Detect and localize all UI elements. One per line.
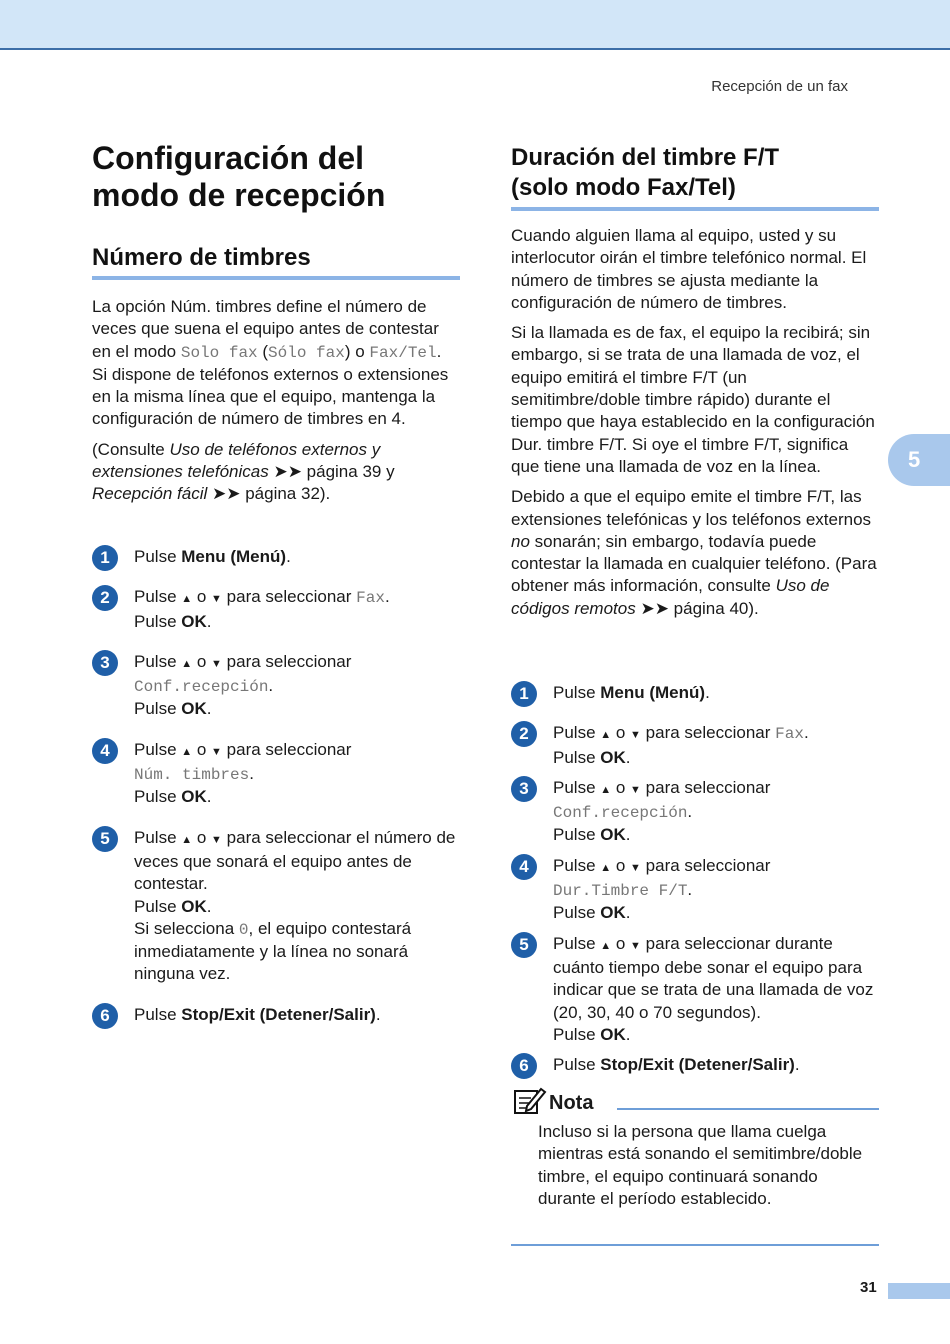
step-item: 1 Pulse Menu (Menú). xyxy=(511,682,879,704)
step-number-badge: 6 xyxy=(511,1053,537,1079)
lcd-text: Fax xyxy=(775,725,804,744)
lcd-text: Dur.Timbre F/T xyxy=(553,882,688,901)
step-number-badge: 1 xyxy=(92,545,118,571)
note-pencil-icon xyxy=(513,1086,547,1116)
step-number-badge: 5 xyxy=(511,932,537,958)
note-box xyxy=(511,1086,879,1246)
note-text: Incluso si la persona que llama cuelga mientras está sonando el semitimbre/doble timbre, el equipo continuará sonando durante el período establecido. xyxy=(538,1122,863,1208)
cross-reference: Recepción fácil xyxy=(92,484,208,504)
step-number-badge: 3 xyxy=(92,650,118,676)
arrow-up-icon: ▲ xyxy=(600,783,612,796)
page-number-bar xyxy=(888,1283,950,1299)
emphasis: no xyxy=(511,531,530,551)
lcd-text: Sólo fax xyxy=(268,343,345,362)
cross-reference: Uso de teléfonos externos y extensiones telefónicas xyxy=(92,439,381,482)
lcd-text: 0 xyxy=(238,920,249,939)
subsection-title-ring-number: Número de timbres xyxy=(92,244,460,280)
subsection-title-line2: (solo modo Fax/Tel) xyxy=(511,174,736,201)
section-title xyxy=(92,140,385,214)
arrow-down-icon: ▼ xyxy=(630,783,641,796)
step-number-badge: 4 xyxy=(92,738,118,764)
cross-reference: Uso de códigos remotos xyxy=(511,576,830,618)
right-intro xyxy=(511,225,879,628)
running-header: Recepción de un fax xyxy=(711,78,848,95)
subsection-title-ft-ring xyxy=(511,143,879,211)
arrow-down-icon: ▼ xyxy=(211,593,222,606)
step-item: 3 Pulse ▲ o ▼ para seleccionar Conf.recepción. Pulse OK. xyxy=(92,651,460,721)
arrow-up-icon: ▲ xyxy=(181,593,193,606)
page-number: 31 xyxy=(860,1279,877,1296)
step-item: 5 Pulse ▲ o ▼ para seleccionar el número de veces que sonará el equipo antes de contestar. Pulse OK. Si selecciona 0, el equipo contestará inmediatamente y la línea no sonará ninguna vez. xyxy=(92,827,460,986)
arrow-down-icon: ▼ xyxy=(630,939,641,952)
left-steps xyxy=(92,546,460,1044)
paragraph: Si la llamada es de fax, el equipo la recibirá; sin embargo, si se trata de una llamada de voz, el equipo emitirá el timbre F/T (un semitimbre/doble timbre rápido) durante el tiempo que haya establecido en la configuración Dur. timbre F/T. Si oye el timbre F/T, significa que tiene una llamada de voz en la línea. xyxy=(511,323,875,476)
note-header xyxy=(511,1086,879,1116)
step-number-badge: 4 xyxy=(511,854,537,880)
section-title-line2: modo de recepción xyxy=(92,177,386,213)
arrow-down-icon: ▼ xyxy=(630,729,641,742)
left-intro xyxy=(92,296,460,514)
lcd-text: Fax xyxy=(356,589,385,608)
arrow-up-icon: ▲ xyxy=(600,729,612,742)
step-item: 4 Pulse ▲ o ▼ para seleccionar Dur.Timbre F/T. Pulse OK. xyxy=(511,855,879,925)
note-title: Nota xyxy=(549,1092,594,1114)
arrow-up-icon: ▲ xyxy=(600,861,612,874)
paragraph: Cuando alguien llama al equipo, usted y su interlocutor oirán el timbre telefónico normal. El número de timbres se ajusta mediante la configuración de número de timbres. xyxy=(511,226,867,312)
step-number-badge: 3 xyxy=(511,776,537,802)
lcd-text: Conf.recepción xyxy=(134,678,269,697)
lcd-text: Fax/Tel xyxy=(369,343,437,362)
step-number-badge: 6 xyxy=(92,1003,118,1029)
section-title-line1: Configuración del xyxy=(92,140,364,176)
arrow-up-icon: ▲ xyxy=(181,745,193,758)
lcd-text: Núm. timbres xyxy=(134,766,250,785)
arrow-down-icon: ▼ xyxy=(211,657,222,670)
note-rule xyxy=(617,1108,879,1110)
step-item: 2 Pulse ▲ o ▼ para seleccionar Fax. Pulse OK. xyxy=(92,586,460,633)
step-item: 4 Pulse ▲ o ▼ para seleccionar Núm. timbres. Pulse OK. xyxy=(92,739,460,809)
step-item: 1 Pulse Menu (Menú). xyxy=(92,546,460,568)
step-number-badge: 2 xyxy=(511,721,537,747)
step-number-badge: 1 xyxy=(511,681,537,707)
paragraph-reference: (Consulte Uso de teléfonos externos y extensiones telefónicas ➤➤ página 39 y Recepción fácil ➤➤ página 32). xyxy=(92,439,395,504)
step-item: 6 Pulse Stop/Exit (Detener/Salir). xyxy=(511,1054,879,1076)
step-number-badge: 2 xyxy=(92,585,118,611)
arrow-down-icon: ▼ xyxy=(630,861,641,874)
top-header-band xyxy=(0,0,950,50)
step-item: 6 Pulse Stop/Exit (Detener/Salir). xyxy=(92,1004,460,1026)
step-item: 3 Pulse ▲ o ▼ para seleccionar Conf.recepción. Pulse OK. xyxy=(511,777,879,847)
arrow-down-icon: ▼ xyxy=(211,745,222,758)
paragraph: La opción Núm. timbres define el número de veces que suena el equipo antes de contestar en el modo Solo fax (Sólo fax) o Fax/Tel. Si dispone de teléfonos externos o extensiones en la misma línea que el equipo, mantenga la configuración de número de timbres en 4. xyxy=(92,297,449,429)
lcd-text: Solo fax xyxy=(180,343,258,362)
lcd-text: Conf.recepción xyxy=(553,804,688,823)
subsection-title-line1: Duración del timbre F/T xyxy=(511,144,780,171)
arrow-up-icon: ▲ xyxy=(600,939,612,952)
step-number-badge: 5 xyxy=(92,826,118,852)
right-steps xyxy=(511,682,879,1094)
step-item: 5 Pulse ▲ o ▼ para seleccionar durante cuánto tiempo debe sonar el equipo para indicar que se trata de una llamada de voz (20, 30, 40 o 70 segundos). Pulse OK. xyxy=(511,933,879,1046)
paragraph-reference: Debido a que el equipo emite el timbre F/T, las extensiones telefónicas y los teléfonos externos no sonarán; sin embargo, todavía puede contestar la llamada en cualquier teléfono. (Para obtener más información, consulte Uso de códigos remotos ➤➤ página 40). xyxy=(511,487,877,618)
step-item: 2 Pulse ▲ o ▼ para seleccionar Fax. Pulse OK. xyxy=(511,722,879,769)
arrow-down-icon: ▼ xyxy=(211,833,222,846)
chapter-tab: 5 xyxy=(888,434,950,486)
arrow-up-icon: ▲ xyxy=(181,833,193,846)
arrow-up-icon: ▲ xyxy=(181,657,193,670)
